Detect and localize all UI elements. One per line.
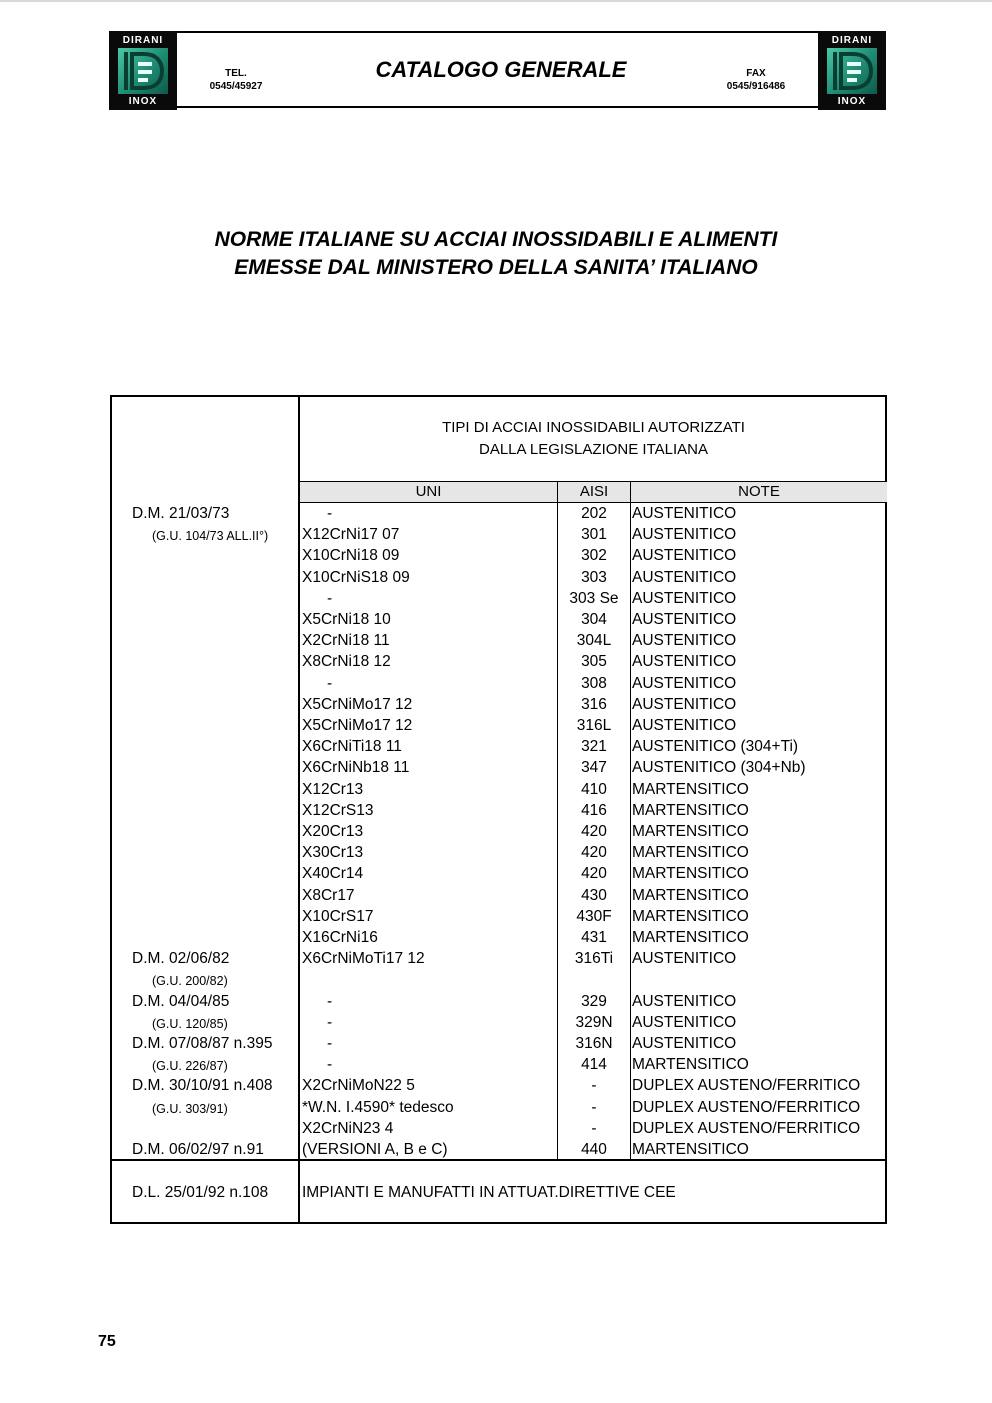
aisi-cell: 420 [581, 865, 607, 883]
dirani-inox-logo-right [818, 31, 886, 110]
uni-cell: X16CrNi16 [302, 929, 378, 946]
aisi-cell: 321 [581, 738, 607, 756]
top-border-line [0, 0, 992, 2]
logo-bottom-text: INOX [128, 96, 158, 107]
aisi-cell: 303 [581, 568, 607, 586]
table-row [112, 715, 887, 736]
uni-cell: X10CrNi18 09 [302, 547, 400, 565]
note-cell: AUSTENITICO [632, 526, 737, 544]
uni-cell: X2CrNiN23 4 [302, 1119, 394, 1137]
logo-top-text: DIRANI [122, 35, 164, 46]
logo-mark-icon [118, 48, 168, 94]
uni-cell: - [327, 674, 333, 692]
uni-cell: *W.N. I.4590* tedesco [302, 1098, 454, 1116]
uni-cell: - [327, 589, 333, 607]
decree-cell: (G.U. 200/82) [152, 974, 228, 989]
steel-types-table [110, 395, 887, 1224]
column-header-aisi: AISI [558, 482, 630, 502]
note-cell: AUSTENITICO [632, 1035, 737, 1052]
table-row [112, 524, 887, 545]
decree-cell: (G.U. 303/91) [152, 1101, 228, 1116]
decree-cell: D.M. 04/04/85 [132, 992, 230, 1010]
dirani-inox-logo-left [109, 31, 177, 110]
footer-text: IMPIANTI E MANUFATTI IN ATTUAT.DIRETTIVE CEE [302, 1184, 676, 1201]
table-row [112, 567, 887, 588]
table-heading-line-1: TIPI DI ACCIAI INOSSIDABILI AUTORIZZATI [442, 419, 745, 436]
note-cell: AUSTENITICO [632, 1013, 737, 1031]
aisi-cell: 304 [581, 611, 607, 628]
note-cell: AUSTENITICO (304+Ti) [632, 738, 799, 756]
uni-cell: X5CrNiMo17 12 [302, 717, 413, 734]
note-cell: DUPLEX AUSTENO/FERRITICO [632, 1098, 861, 1116]
table-row [112, 630, 887, 651]
table-row [112, 651, 887, 672]
tel-number: 0545/45927 [209, 81, 263, 92]
aisi-cell: 410 [581, 780, 607, 798]
uni-cell: X8Cr17 [302, 886, 355, 904]
uni-cell: X12CrS13 [302, 801, 374, 819]
uni-cell: - [327, 1013, 333, 1031]
aisi-cell: 431 [581, 929, 607, 946]
uni-cell: - [327, 505, 333, 522]
note-cell: MARTENSITICO [632, 844, 749, 862]
table-row [112, 588, 887, 609]
fax-label: FAX [746, 68, 766, 79]
tel-label: TEL. [225, 68, 247, 79]
page-title [96, 226, 896, 282]
aisi-cell: 347 [581, 759, 607, 777]
note-cell: DUPLEX AUSTENO/FERRITICO [632, 1119, 861, 1137]
table-row [112, 969, 887, 990]
aisi-cell: 414 [581, 1056, 607, 1074]
uni-cell: X30Cr13 [302, 844, 364, 862]
aisi-cell: 305 [581, 653, 607, 671]
note-cell: MARTENSITICO [632, 865, 749, 883]
aisi-cell: 308 [581, 674, 607, 692]
aisi-cell: 420 [581, 823, 607, 840]
page-title-line-1: NORME ITALIANE SU ACCIAI INOSSIDABILI E ALIMENTI [214, 228, 778, 251]
aisi-cell: - [591, 1119, 597, 1137]
telephone-block [176, 67, 296, 93]
note-cell: AUSTENITICO (304+Nb) [632, 759, 806, 777]
note-cell: MARTENSITICO [632, 929, 749, 946]
note-cell: MARTENSITICO [632, 780, 749, 798]
aisi-cell: - [591, 1098, 597, 1116]
uni-cell: X2CrNiMoN22 5 [302, 1077, 415, 1095]
uni-cell: X10CrS17 [302, 907, 374, 925]
table-row [112, 609, 887, 630]
aisi-cell: 301 [581, 526, 607, 544]
catalog-header [109, 31, 886, 108]
uni-cell: X8CrNi18 12 [302, 653, 391, 671]
uni-cell: X5CrNi18 10 [302, 611, 391, 628]
uni-cell: X6CrNiMoTi17 12 [302, 950, 425, 968]
note-cell: MARTENSITICO [632, 1056, 749, 1074]
table-row [112, 991, 887, 1012]
decree-cell: D.M. 21/03/73 [132, 505, 230, 522]
uni-cell: X20Cr13 [302, 823, 364, 840]
note-cell: MARTENSITICO [632, 823, 749, 840]
table-row [112, 757, 887, 778]
table-row [112, 1012, 887, 1033]
logo-top-text: DIRANI [831, 35, 873, 46]
uni-cell: X5CrNiMo17 12 [302, 695, 413, 713]
decree-cell: D.M. 07/08/87 n.395 [132, 1035, 273, 1052]
page-title-line-2: EMESSE DAL MINISTERO DELLA SANITA’ ITALIANO [234, 256, 758, 279]
uni-cell: (VERSIONI A, B e C) [302, 1141, 448, 1158]
note-cell: MARTENSITICO [632, 886, 749, 904]
note-cell: AUSTENITICO [632, 674, 737, 692]
note-cell: DUPLEX AUSTENO/FERRITICO [632, 1077, 861, 1095]
table-row [112, 545, 887, 566]
table-row [112, 800, 887, 821]
uni-cell: X6CrNiNb18 11 [302, 759, 410, 777]
table-row [112, 821, 887, 842]
aisi-cell: 416 [581, 801, 607, 819]
uni-cell: X10CrNiS18 09 [302, 568, 410, 586]
table-row [112, 779, 887, 800]
note-cell: AUSTENITICO [632, 547, 737, 565]
footer-decree: D.L. 25/01/92 n.108 [132, 1184, 269, 1201]
table-row [112, 1097, 887, 1118]
decree-cell: (G.U. 104/73 ALL.II°) [152, 529, 269, 544]
uni-cell: X12Cr13 [302, 780, 364, 798]
note-cell: AUSTENITICO [632, 992, 737, 1010]
uni-cell: - [327, 992, 333, 1010]
table-row [112, 1033, 887, 1054]
note-cell: MARTENSITICO [632, 907, 749, 925]
column-header-note: NOTE [631, 482, 887, 502]
table-row [112, 1054, 887, 1075]
note-cell: AUSTENITICO [632, 568, 737, 586]
aisi-cell: - [591, 1077, 597, 1095]
aisi-cell: 316Ti [574, 950, 614, 968]
table-heading [300, 417, 887, 461]
note-cell: AUSTENITICO [632, 653, 737, 671]
table-row [112, 927, 887, 948]
note-cell: MARTENSITICO [632, 1141, 749, 1158]
logo-bottom-text: INOX [837, 96, 867, 107]
note-cell: AUSTENITICO [632, 717, 737, 734]
uni-cell: X2CrNi18 11 [302, 632, 390, 650]
table-row [112, 1075, 887, 1096]
decree-cell: D.M. 02/06/82 [132, 950, 230, 968]
decree-cell: D.M. 06/02/97 n.91 [132, 1141, 264, 1158]
page-number: 75 [98, 1333, 116, 1350]
decree-cell: D.M. 30/10/91 n.408 [132, 1077, 273, 1095]
aisi-cell: 316N [575, 1035, 613, 1052]
uni-cell: X12CrNi17 07 [302, 526, 400, 544]
table-row [112, 906, 887, 927]
uni-cell: - [327, 1056, 333, 1074]
catalog-title: CATALOGO GENERALE [375, 57, 627, 82]
aisi-cell: 316 [581, 695, 607, 713]
aisi-cell: 440 [581, 1141, 607, 1158]
note-cell: MARTENSITICO [632, 801, 749, 819]
note-cell: AUSTENITICO [632, 695, 737, 713]
column-header-uni: UNI [300, 482, 557, 502]
logo-mark-icon [827, 48, 877, 94]
fax-block [696, 67, 816, 93]
uni-cell: X6CrNiTi18 11 [302, 738, 402, 756]
note-cell: AUSTENITICO [632, 632, 737, 650]
decree-cell: (G.U. 120/85) [152, 1016, 228, 1031]
aisi-cell: 304L [576, 632, 612, 650]
note-cell: AUSTENITICO [632, 611, 737, 628]
aisi-cell: 303 Se [569, 589, 619, 607]
note-cell: AUSTENITICO [632, 505, 737, 522]
decree-cell: (G.U. 226/87) [152, 1059, 228, 1074]
note-cell: AUSTENITICO [632, 589, 737, 607]
table-row [112, 948, 887, 969]
table-row [112, 736, 887, 757]
aisi-cell: 202 [581, 505, 607, 522]
table-row [112, 673, 887, 694]
aisi-cell: 430 [581, 886, 607, 904]
aisi-cell: 302 [581, 547, 607, 565]
table-row [112, 1139, 887, 1160]
aisi-cell: 329N [575, 1013, 613, 1031]
aisi-cell: 329 [581, 992, 607, 1010]
aisi-cell: 430F [576, 907, 612, 925]
aisi-cell: 316L [576, 717, 612, 734]
table-row [112, 863, 887, 884]
table-row [112, 503, 887, 524]
table-row [112, 1118, 887, 1139]
uni-cell: - [327, 1035, 333, 1052]
table-heading-line-2: DALLA LEGISLAZIONE ITALIANA [479, 441, 708, 458]
table-row [112, 842, 887, 863]
note-cell: AUSTENITICO [632, 950, 737, 968]
table-row [112, 694, 887, 715]
aisi-cell: 420 [581, 844, 607, 862]
fax-number: 0545/916486 [726, 81, 786, 92]
uni-cell: X40Cr14 [302, 865, 364, 883]
table-row [112, 885, 887, 906]
